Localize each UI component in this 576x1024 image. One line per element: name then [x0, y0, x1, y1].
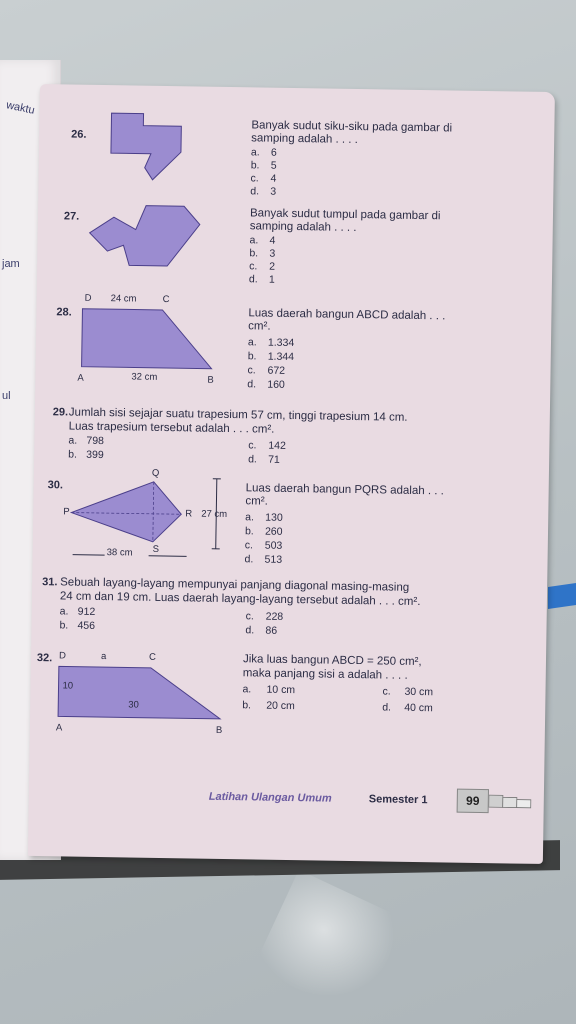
q32-label-a: A: [55, 722, 63, 734]
q28-opt-d-key: d.: [247, 378, 257, 391]
footer-blocks-icon: [489, 793, 535, 810]
q32-opt-c-key: c.: [382, 685, 391, 698]
q30-opt-c: 503: [264, 539, 283, 552]
q32-opt-b-key: b.: [242, 699, 252, 712]
q27-number: 27.: [63, 210, 80, 223]
q27-opt-a: 4: [269, 234, 276, 247]
q27-opt-b-key: b.: [249, 247, 259, 260]
q26-opt-c-key: c.: [250, 172, 259, 185]
q30-opt-d: 513: [264, 553, 283, 566]
q32-label-c: C: [148, 651, 156, 663]
q29-opt-c: 142: [268, 439, 286, 452]
q30-opt-a-key: a.: [245, 511, 255, 524]
q28-text-1: Luas daerah bangun ABCD adalah . . .: [248, 307, 446, 323]
q26-text-1: Banyak sudut siku-siku pada gambar di: [251, 119, 453, 135]
footer-title: Latihan Ulangan Umum: [208, 790, 332, 805]
q28-number: 28.: [56, 306, 72, 319]
q30-number: 30.: [47, 479, 64, 492]
q30-opt-c-key: c.: [244, 539, 254, 552]
q28-opt-d: 160: [267, 378, 285, 391]
q28-opt-a: 1.334: [267, 336, 295, 350]
q28-trapezoid: [80, 307, 221, 373]
q32-trapezoid: [56, 664, 227, 723]
q32-label-a-side: a: [100, 651, 107, 663]
q29-opt-a-key: a.: [68, 434, 78, 447]
q30-label-r: R: [185, 508, 193, 520]
q29-opt-c-key: c.: [248, 439, 257, 452]
q30-opt-b-key: b.: [244, 525, 254, 538]
q28-opt-b-key: b.: [247, 350, 257, 363]
q29-opt-a: 798: [86, 434, 105, 448]
q27-opt-c-key: c.: [249, 260, 258, 273]
q31-opt-d-key: d.: [245, 624, 255, 637]
q31-text-1: Sebuah layang-layang mempunyai panjang diagonal masing-masing: [60, 576, 410, 594]
q28-text-2: cm².: [248, 320, 271, 333]
q31-opt-a-key: a.: [59, 605, 69, 618]
q30-opt-b: 260: [264, 525, 283, 538]
q30-opt-a: 130: [265, 511, 283, 524]
q27-opt-a-key: a.: [249, 234, 259, 247]
q32-label-b: B: [215, 724, 223, 736]
q32-opt-d: 40 cm: [404, 701, 433, 715]
q32-opt-b: 20 cm: [266, 699, 295, 713]
q32-text-1: Jika luas bangun ABCD = 250 cm²,: [242, 653, 422, 669]
q28-label-top: 24 cm: [110, 293, 137, 305]
q31-opt-c-key: c.: [245, 610, 254, 623]
margin-word-2: jam: [2, 258, 20, 270]
margin-word-1: waktu: [5, 99, 36, 117]
q32-label-height: 10: [62, 680, 74, 692]
q28-opt-c: 672: [267, 364, 286, 377]
q32-label-d: D: [58, 650, 66, 662]
q27-opt-b: 3: [269, 247, 276, 260]
q29-opt-d: 71: [268, 453, 280, 466]
q32-opt-a: 10 cm: [266, 683, 296, 697]
q29-opt-b: 399: [86, 448, 104, 462]
q30-label-height: 27 cm: [201, 508, 228, 520]
q26-number: 26.: [71, 128, 87, 141]
q27-figure: [87, 203, 228, 275]
workbook-page: [28, 84, 555, 864]
q28-label-b: B: [207, 374, 214, 386]
q28-label-a: A: [77, 372, 84, 384]
q28-label-d: D: [84, 292, 92, 304]
q26-opt-a: 6: [270, 146, 277, 159]
q26-text-2: samping adalah . . . .: [251, 132, 359, 146]
q30-kite: [69, 479, 200, 551]
q28-label-bottom: 32 cm: [131, 371, 158, 383]
page-number: 99: [457, 789, 489, 813]
q27-text-2: samping adalah . . . .: [249, 220, 357, 234]
q27-opt-d: 1: [268, 273, 275, 286]
q26-figure: [108, 111, 189, 182]
q26-opt-d-key: d.: [250, 185, 260, 198]
q26-opt-b-key: b.: [250, 159, 260, 172]
q30-label-width: 38 cm: [106, 547, 133, 559]
q31-opt-c: 228: [265, 610, 284, 623]
q32-text-2: maka panjang sisi a adalah . . . .: [242, 667, 408, 682]
q28-opt-c-key: c.: [247, 364, 256, 377]
q26-opt-c: 4: [270, 172, 277, 185]
q30-label-q: Q: [151, 467, 160, 479]
q30-opt-d-key: d.: [244, 553, 254, 566]
q30-label-s: S: [152, 543, 160, 555]
q31-number: 31.: [42, 576, 58, 589]
q31-text-2: 24 cm dan 19 cm. Luas daerah layang-layang tersebut adalah . . . cm².: [59, 590, 421, 609]
q32-label-base: 30: [128, 699, 139, 711]
q31-opt-a: 912: [77, 605, 96, 618]
q27-opt-c: 2: [269, 260, 276, 273]
q29-text-1: Jumlah sisi sejajar suatu trapesium 57 cm, tinggi trapesium 14 cm.: [68, 406, 408, 424]
q32-opt-d-key: d.: [382, 701, 392, 714]
q29-text-2: Luas trapesium tersebut adalah . . . cm².: [68, 420, 275, 436]
margin-word-3: ul: [2, 390, 11, 402]
q32-opt-c: 30 cm: [404, 685, 434, 699]
q28-opt-a-key: a.: [247, 336, 257, 349]
q26-opt-a-key: a.: [250, 146, 260, 159]
q30-text-1: Luas daerah bangun PQRS adalah . . .: [245, 482, 444, 498]
q29-opt-d-key: d.: [248, 453, 257, 466]
q27-text-1: Banyak sudut tumpul pada gambar di: [249, 207, 441, 223]
q28-opt-b: 1.344: [267, 350, 295, 364]
blue-object: [548, 583, 576, 609]
q29-number: 29.: [52, 406, 69, 419]
q27-opt-d-key: d.: [248, 273, 258, 286]
q32-number: 32.: [36, 652, 53, 665]
q26-opt-b: 5: [270, 159, 277, 172]
footer-semester: Semester 1: [368, 793, 428, 807]
q32-opt-a-key: a.: [242, 683, 252, 696]
q30-text-2: cm².: [245, 495, 268, 508]
q31-opt-b-key: b.: [59, 619, 69, 632]
q28-label-c: C: [162, 293, 170, 306]
q29-opt-b-key: b.: [68, 448, 78, 461]
q31-opt-d: 86: [265, 624, 278, 637]
q26-opt-d: 3: [270, 185, 277, 198]
q31-opt-b: 456: [77, 619, 96, 632]
q30-label-p: P: [63, 506, 70, 518]
